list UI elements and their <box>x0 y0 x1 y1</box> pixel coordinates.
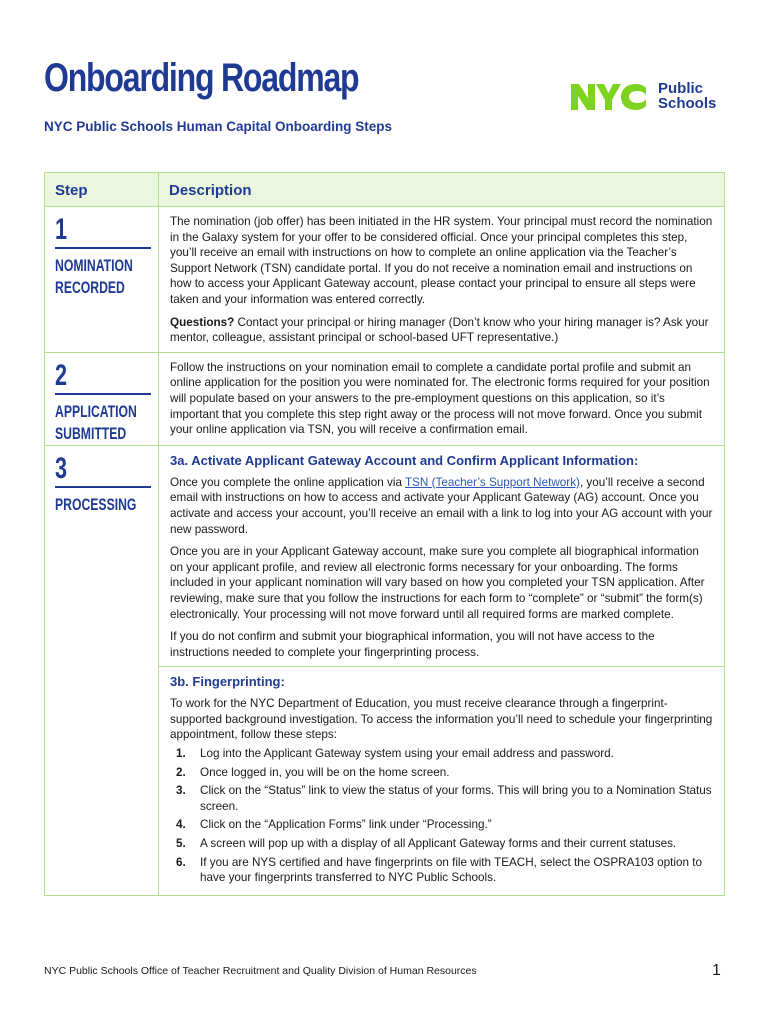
subsection-heading: 3a. Activate Applicant Gateway Account and Confirm Applicant Information: <box>170 452 639 468</box>
description-paragraph <box>170 475 713 537</box>
list-item <box>170 836 713 852</box>
questions-label: Questions? <box>170 315 235 329</box>
nyc-public-schools-logo <box>570 80 730 116</box>
description-cell-2 <box>159 352 725 445</box>
questions-paragraph <box>170 315 713 346</box>
table-row-step-1 <box>45 207 725 353</box>
column-header-step: Step <box>45 173 159 207</box>
list-item-number: 6. <box>176 855 186 869</box>
list-item <box>170 783 713 814</box>
step-cell-3 <box>45 445 159 895</box>
tsn-link[interactable]: TSN (Teacher’s Support Network) <box>404 475 580 489</box>
description-cell-1 <box>159 207 725 353</box>
description-cell-3a <box>159 445 725 667</box>
page-title: Onboarding Roadmap <box>44 56 359 100</box>
step-label-line: APPLICATION <box>55 402 137 421</box>
table-header-row <box>45 173 725 207</box>
description-paragraph: If you do not confirm and submit your biographical information, you will not have access to the instructions needed to complete your fingerprinting process. <box>170 630 655 659</box>
step-number: 3 <box>55 451 68 485</box>
table-row-step-2 <box>45 352 725 445</box>
description-paragraph: Follow the instructions on your nomination email to complete a candidate portal profile and submit an online application for the position you were nominated for. The electronic forms required for your position will populate based on your answers to the pre-employment questions on this application, so it’s important that you complete this step right away or the process will not move forward. Once you submit your online application via TSN, you will receive a confirmation email. <box>170 360 710 437</box>
list-item-number: 1. <box>176 747 186 761</box>
step-label-line: SUBMITTED <box>55 424 127 443</box>
list-item <box>170 765 713 781</box>
step-number: 2 <box>55 358 68 392</box>
list-item-text: Click on the “Status” link to view the status of your forms. This will bring you to a Nomination Status screen. <box>200 784 712 813</box>
list-item-number: 5. <box>176 837 186 851</box>
description-cell-3b <box>159 667 725 896</box>
list-item-number: 3. <box>176 784 186 798</box>
list-item-text: Once logged in, you will be on the home screen. <box>200 765 450 779</box>
step-divider <box>55 247 151 249</box>
text-run: Once you complete the online application via <box>170 475 405 489</box>
list-item-text: A screen will pop up with a display of all Applicant Gateway forms and their current statuses. <box>200 837 677 851</box>
step-label <box>55 255 155 299</box>
list-item <box>170 855 713 886</box>
description-paragraph: Once you are in your Applicant Gateway account, make sure you complete all biographical information on your applicant profile, and review all electronic forms necessary for your onboarding. The forms included in your applicant nomination will vary based on how you completed your TSN application. After reviewing, make sure that you follow the instructions for each form to “complete” or “submit” the form(s) electronically. Your processing will not move forward until all required forms are marked complete. <box>170 545 705 621</box>
logo-line-schools: Schools <box>658 95 717 112</box>
list-item <box>170 746 713 762</box>
page-subtitle: NYC Public Schools Human Capital Onboarding Steps <box>44 119 393 134</box>
logo-wordmark <box>658 81 716 111</box>
step-label <box>55 401 155 445</box>
questions-text: Contact your principal or hiring manager (Don’t know who your hiring manager is? Ask your mentor, colleague, assistant principal or school-based UFT representative.) <box>170 315 709 345</box>
logo-line-public: Public <box>658 80 704 97</box>
onboarding-steps-table <box>44 172 725 896</box>
page-number: 1 <box>712 962 721 979</box>
subsection-heading: 3b. Fingerprinting: <box>170 674 285 690</box>
table-row-step-3a <box>45 445 725 667</box>
list-item <box>170 817 713 833</box>
step-divider <box>55 393 151 395</box>
fingerprinting-steps-list <box>170 746 713 886</box>
column-header-description: Description <box>159 173 725 207</box>
step-cell-1 <box>45 207 159 353</box>
step-label-line: PROCESSING <box>55 495 137 514</box>
step-label-line: NOMINATION <box>55 257 133 275</box>
description-paragraph: The nomination (job offer) has been initiated in the HR system. Your principal must record the nomination in the Galaxy system for your offer to be considered official. Once your principal completes this step, you’ll receive an email with instructions on how to complete an online application via the Teacher’s Support Network (TSN) candidate portal. If you do not receive a nomination email and instructions on how to access your Applicant Gateway account, please contact your principal to ensure all steps were taken and your information was entered correctly. <box>170 215 713 306</box>
list-item-number: 2. <box>176 765 186 779</box>
step-divider <box>55 486 151 488</box>
list-item-text: Click on the “Application Forms” link under “Processing.” <box>200 818 492 832</box>
list-item-number: 4. <box>176 818 186 832</box>
step-label-line: RECORDED <box>55 279 125 297</box>
nyc-logo-mark <box>570 80 654 112</box>
list-item-text: If you are NYS certified and have fingerprints on file with TEACH, select the OSPRA103 option to have your fingerprints transferred to NYC Public Schools. <box>200 855 702 885</box>
text-run: , you’ll receive a second email with instructions on how to access and activate your Applicant Gateway (AG) account. Once you activate and access your account, you’ll receive an email with a link to log into your AG account with your new password. <box>170 475 713 536</box>
step-cell-2 <box>45 352 159 445</box>
step-label <box>55 494 155 516</box>
step-number: 1 <box>55 213 68 246</box>
description-paragraph: To work for the NYC Department of Education, you must receive clearance through a fingerprint-supported background investigation. To access the information you’ll need to schedule your fingerprinting appointment, follow these steps: <box>170 697 713 742</box>
list-item-text: Log into the Applicant Gateway system using your email address and password. <box>200 747 614 761</box>
page-footer: NYC Public Schools Office of Teacher Recruitment and Quality Division of Human Resources <box>44 965 477 977</box>
